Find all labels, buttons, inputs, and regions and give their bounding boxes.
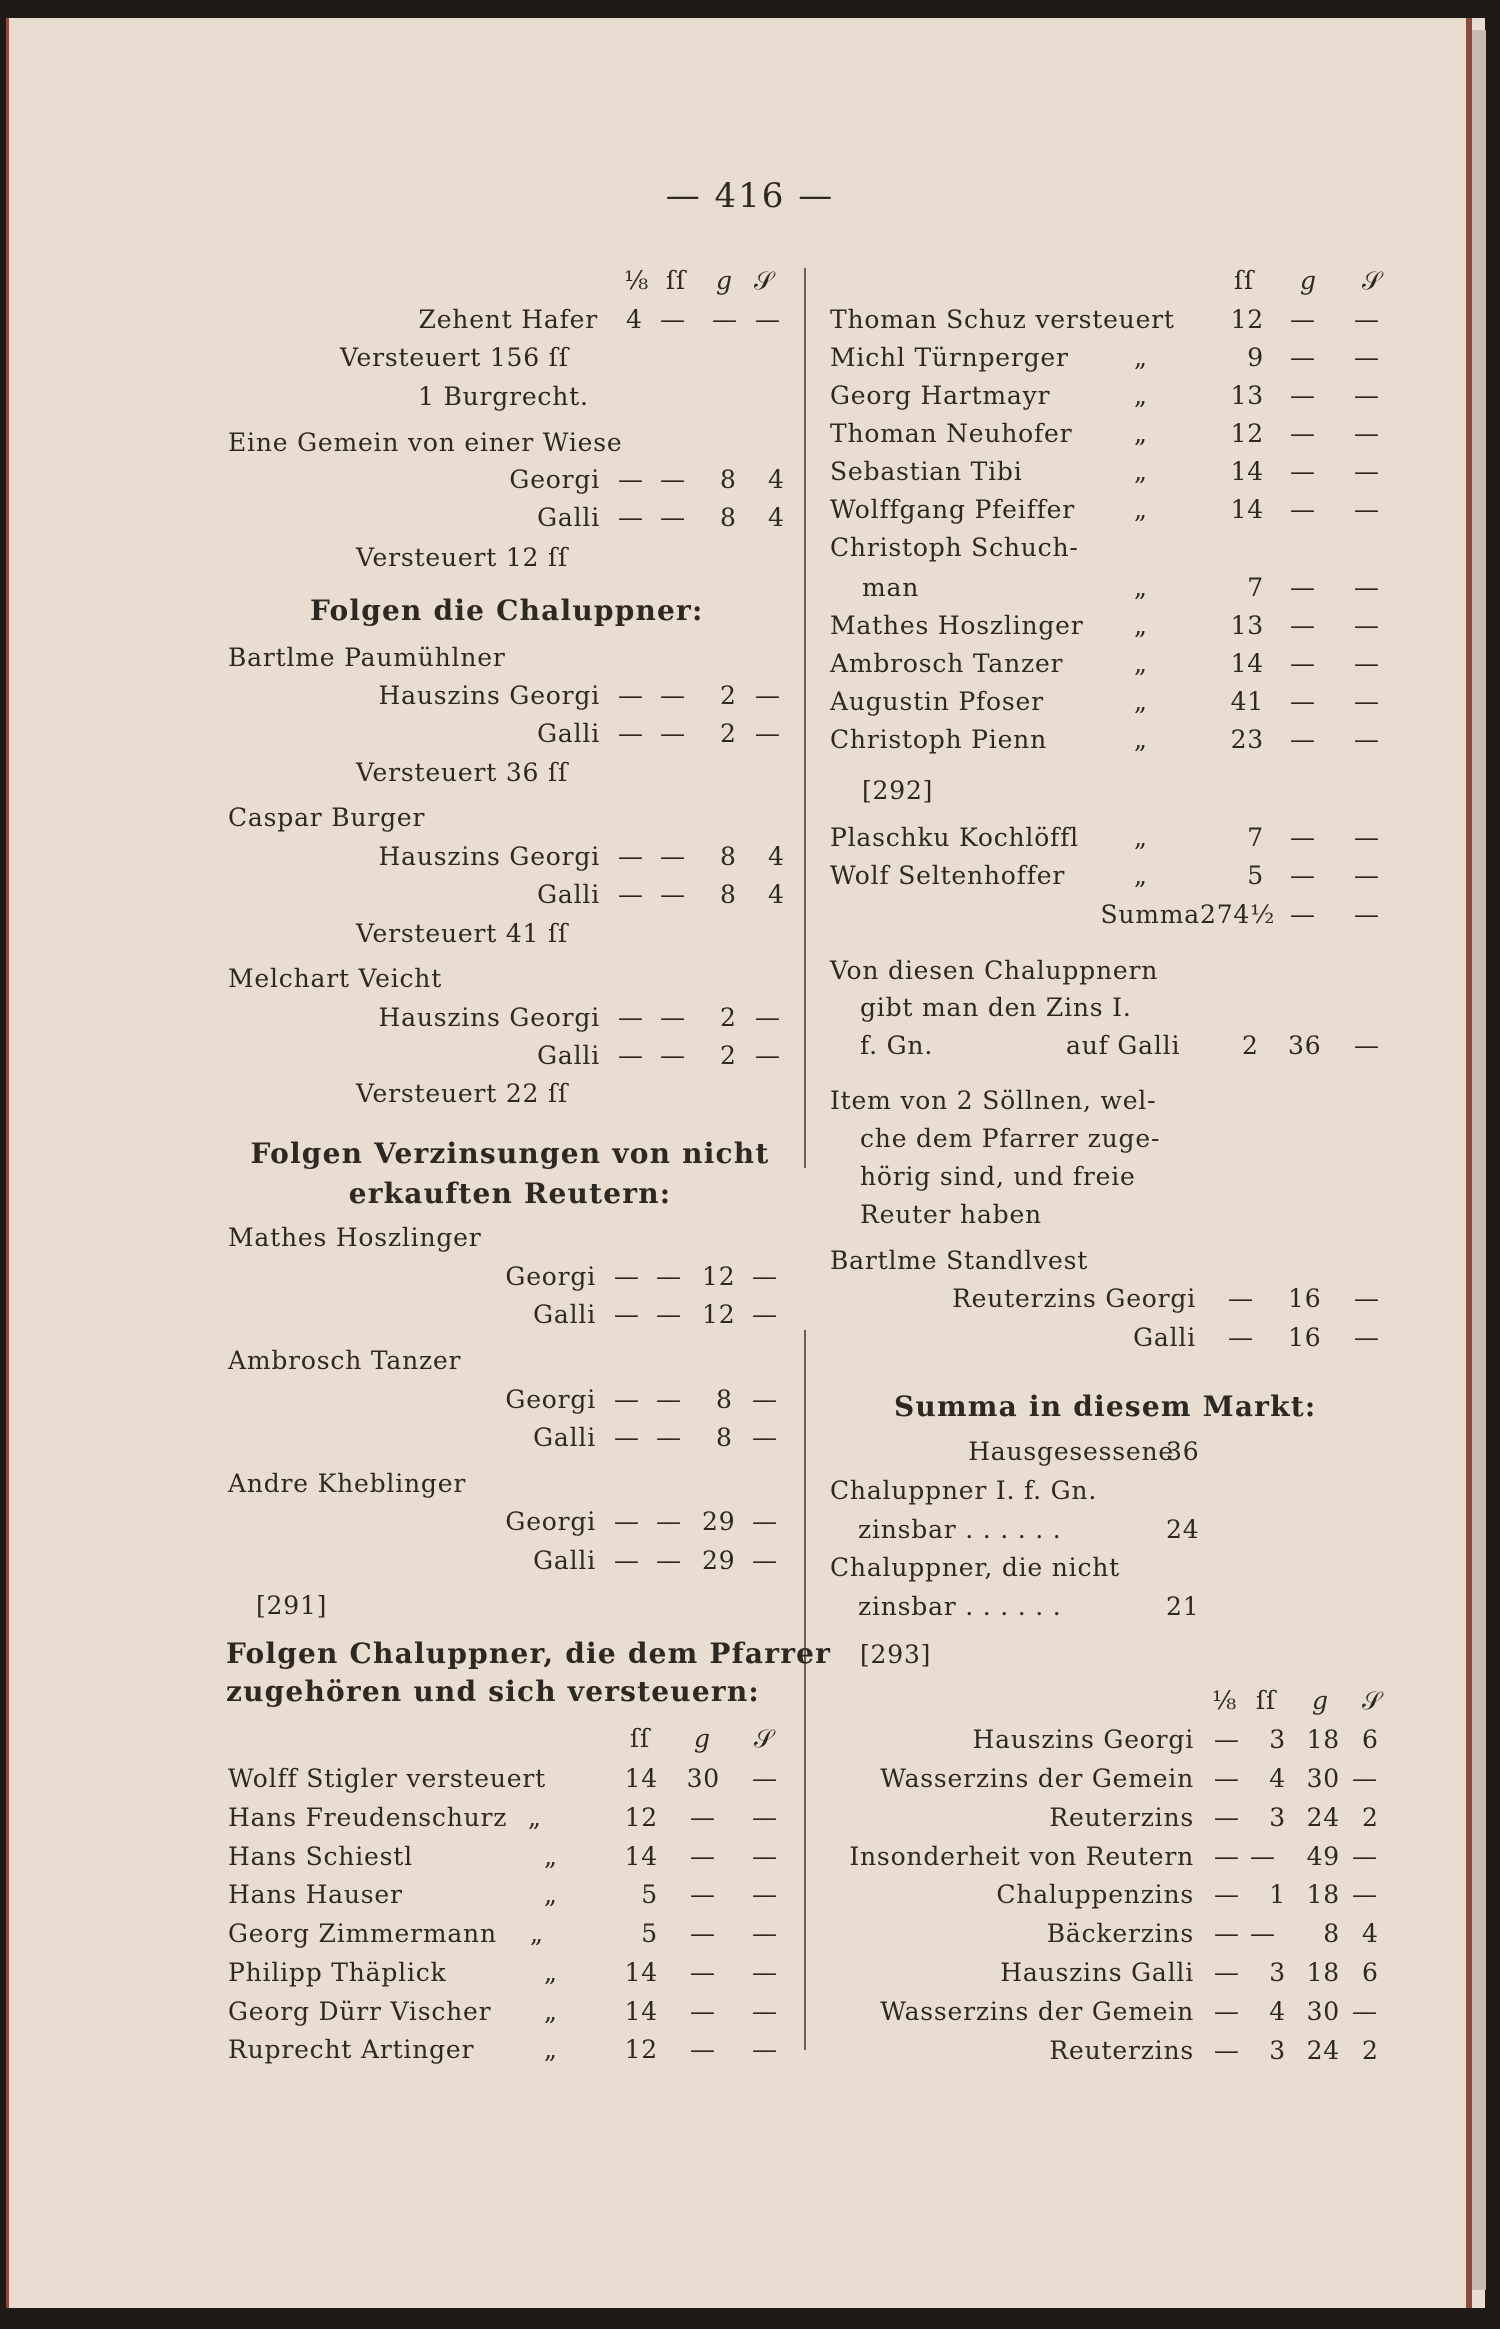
ditto-mark: „ (1134, 725, 1148, 754)
cell: — (656, 1423, 682, 1452)
cell: 14 (624, 1764, 658, 1793)
cell: — (656, 1546, 682, 1575)
col-head-groschen: 𝑔 (716, 266, 733, 295)
cell: 16 (1288, 1284, 1322, 1313)
cell: — (614, 1300, 640, 1329)
cell: — (618, 465, 644, 494)
row-label: Galli (533, 1300, 596, 1329)
row-label: auf Galli (1066, 1031, 1181, 1060)
cell: 3 (1269, 1803, 1286, 1832)
row-label: Reuterzins (1049, 2036, 1194, 2065)
cell: 23 (1230, 725, 1264, 754)
section-heading: Summa in diesem Markt: (894, 1390, 1317, 1423)
cell: — (660, 880, 686, 909)
cell: — (1214, 1958, 1240, 1987)
summary-value: 36 (1166, 1437, 1200, 1466)
cell: — (618, 719, 644, 748)
ditto-mark: „ (1134, 649, 1148, 678)
row-name: Philipp Thäplick (228, 1958, 447, 1987)
col-head-pfennig: 𝒮 (754, 266, 775, 295)
cell: 2 (1362, 1803, 1379, 1832)
ditto-mark: „ (1134, 419, 1148, 448)
cell: — (614, 1385, 640, 1414)
cell: — (755, 305, 781, 334)
cell: — (1354, 573, 1380, 602)
versteuert-line: Versteuert 156 ſſ (340, 343, 569, 372)
ditto-mark: „ (544, 1880, 558, 1909)
cell: — (1354, 419, 1380, 448)
cell: — (1290, 900, 1316, 929)
cell: — (1290, 823, 1316, 852)
person-name: Bartlme Standlvest (830, 1246, 1089, 1275)
cell: 4 (1362, 1919, 1379, 1948)
cell: — (1290, 457, 1316, 486)
row-label: Georgi (509, 465, 600, 494)
cell: 12 (1230, 419, 1264, 448)
column-divider-bottom (804, 1330, 806, 2050)
versteuert-line: Versteuert 41 ſſ (356, 919, 569, 948)
cell: 4 (768, 465, 785, 494)
cell: — (752, 1385, 778, 1414)
cell: 6 (1362, 1958, 1379, 1987)
cell: — (752, 1423, 778, 1452)
cell: — (690, 2035, 716, 2064)
cell: 5 (641, 1880, 658, 1909)
row-label: Hauszins Georgi (378, 1003, 600, 1032)
ditto-mark: „ (1134, 611, 1148, 640)
ditto-mark: „ (1134, 687, 1148, 716)
cell: 30 (1306, 1997, 1340, 2026)
cell: — (1354, 1031, 1380, 1060)
row-name: Thoman Neuhofer (830, 419, 1073, 448)
col-head-eighth: ⅛ (624, 266, 650, 295)
row-name: Christoph Pienn (830, 725, 1047, 754)
row-label: Insonderheit von Reutern (849, 1842, 1194, 1871)
row-name: Ambrosch Tanzer (830, 649, 1064, 678)
cell: — (1290, 611, 1316, 640)
row-name: Georg Hartmayr (830, 381, 1051, 410)
cell: 4 (768, 503, 785, 532)
summary-label: zinsbar . . . . . . (858, 1592, 1062, 1621)
page-number: — 416 — (665, 176, 835, 216)
person-name: Bartlme Paumühlner (228, 643, 506, 672)
cell: — (660, 681, 686, 710)
person-name: Melchart Veicht (228, 964, 443, 993)
row-label: Georgi (505, 1385, 596, 1414)
cell: — (1354, 495, 1380, 524)
cell: 3 (1269, 1958, 1286, 1987)
row-name: Hans Freudenschurz (228, 1803, 508, 1832)
row-label: Galli (533, 1546, 596, 1575)
cell: 8 (716, 1423, 733, 1452)
ditto-mark: „ (544, 2035, 558, 2064)
cell: — (1290, 687, 1316, 716)
col-head-pfennig: 𝒮 (1362, 1686, 1383, 1715)
text-line: gibt man den Zins I. (860, 993, 1132, 1022)
ditto-mark: „ (1134, 343, 1148, 372)
person-name: Mathes Hoszlinger (228, 1223, 482, 1252)
cell: 2 (720, 1041, 737, 1070)
text-line: Item von 2 Söllnen, wel- (830, 1086, 1157, 1115)
ditto-mark: „ (1134, 457, 1148, 486)
cell: 49 (1306, 1842, 1340, 1871)
page-reference: [292] (862, 776, 934, 805)
row-label: Georgi (505, 1507, 596, 1536)
cell: 5 (641, 1919, 658, 1948)
row-name: Thoman Schuz versteuert (830, 305, 1175, 334)
cell: — (752, 1803, 778, 1832)
col-head-gulden: ſſ (630, 1724, 651, 1753)
row-label: Bäckerzins (1046, 1919, 1194, 1948)
summa-value: 274½ (1200, 900, 1276, 929)
row-label: Wasserzins der Gemein (880, 1997, 1194, 2026)
cell: 4 (626, 305, 643, 334)
cell: — (690, 1958, 716, 1987)
cell: 14 (624, 1997, 658, 2026)
cell: 36 (1288, 1031, 1322, 1060)
col-head-pfennig: 𝒮 (754, 1724, 775, 1753)
cell: 30 (686, 1764, 720, 1793)
next-page-edge (1472, 30, 1486, 2290)
versteuert-line: Versteuert 12 ſſ (356, 543, 569, 572)
cell: — (1228, 1284, 1254, 1313)
cell: 12 (702, 1262, 736, 1291)
cell: — (1214, 1997, 1240, 2026)
cell: 29 (702, 1507, 736, 1536)
versteuert-line: Versteuert 36 ſſ (356, 758, 569, 787)
cell: — (755, 1041, 781, 1070)
versteuert-line: Versteuert 22 ſſ (356, 1079, 569, 1108)
col-head-pfennig: 𝒮 (1362, 266, 1383, 295)
summary-label: zinsbar . . . . . . (858, 1515, 1062, 1544)
cell: — (660, 503, 686, 532)
cell: 29 (702, 1546, 736, 1575)
ditto-mark: „ (1134, 573, 1148, 602)
cell: 4 (768, 880, 785, 909)
cell: 2 (1242, 1031, 1259, 1060)
col-head-groschen: 𝑔 (1312, 1686, 1329, 1715)
cell: 12 (624, 2035, 658, 2064)
section-heading: Folgen Verzinsungen von nicht (250, 1137, 770, 1170)
cell: 8 (720, 842, 737, 871)
col-head-gulden: ſſ (666, 266, 687, 295)
text-line: Von diesen Chaluppnern (830, 956, 1159, 985)
ditto-mark: „ (528, 1803, 542, 1832)
cell: — (755, 719, 781, 748)
row-name: man (862, 573, 920, 602)
cell: 3 (1269, 2036, 1286, 2065)
text-line: f. Gn. (860, 1031, 934, 1060)
cell: — (618, 503, 644, 532)
cell: — (1290, 305, 1316, 334)
cell: 6 (1362, 1725, 1379, 1754)
cell: — (1290, 861, 1316, 890)
cell: 12 (702, 1300, 736, 1329)
person-name: Caspar Burger (228, 803, 426, 832)
cell: — (1352, 1764, 1378, 1793)
cell: — (660, 465, 686, 494)
cell: — (1354, 900, 1380, 929)
row-label: Galli (537, 1041, 600, 1070)
col-head-groschen: 𝑔 (1300, 266, 1317, 295)
summary-label: Chaluppner, die nicht (830, 1553, 1121, 1582)
cell: — (1214, 1842, 1240, 1871)
cell: — (1214, 1725, 1240, 1754)
cell: — (1214, 2036, 1240, 2065)
cell: — (1354, 649, 1380, 678)
cell: — (1228, 1323, 1254, 1352)
cell: — (618, 681, 644, 710)
col-head-eighth: ⅛ (1212, 1686, 1238, 1715)
text-line: Eine Gemein von einer Wiese (228, 428, 623, 457)
row-label: Hauszins Georgi (378, 681, 600, 710)
ditto-mark: „ (544, 1842, 558, 1871)
cell: 41 (1230, 687, 1264, 716)
cell: — (752, 1958, 778, 1987)
text-line: che dem Pfarrer zuge- (860, 1124, 1161, 1153)
cell: 14 (1230, 457, 1264, 486)
cell: — (1352, 1880, 1378, 1909)
cell: — (1290, 419, 1316, 448)
cell: — (752, 1880, 778, 1909)
cell: 7 (1247, 823, 1264, 852)
cell: 2 (720, 1003, 737, 1032)
cell: — (614, 1423, 640, 1452)
cell: — (1290, 343, 1316, 372)
ditto-mark: „ (544, 1958, 558, 1987)
cell: 3 (1269, 1725, 1286, 1754)
cell: — (752, 1997, 778, 2026)
text-line: hörig sind, und freie (860, 1162, 1136, 1191)
cell: — (1354, 823, 1380, 852)
cell: 18 (1306, 1958, 1340, 1987)
cell: — (1354, 381, 1380, 410)
cell: — (618, 842, 644, 871)
cell: — (656, 1262, 682, 1291)
cell: — (660, 842, 686, 871)
row-name: Augustin Pfoser (830, 687, 1044, 716)
row-label: Reuterzins Georgi (952, 1284, 1196, 1313)
cell: 12 (624, 1803, 658, 1832)
cell: — (1290, 649, 1316, 678)
cell: 14 (1230, 495, 1264, 524)
cell: 24 (1306, 2036, 1340, 2065)
cell: — (752, 1507, 778, 1536)
cell: — (1354, 1323, 1380, 1352)
column-divider-top (804, 268, 806, 1168)
cell: 9 (1247, 343, 1264, 372)
summa-label: Summa (1100, 900, 1200, 929)
cell: — (752, 1546, 778, 1575)
cell: — (1354, 343, 1380, 372)
cell: 14 (624, 1842, 658, 1871)
page-reference: [293] (860, 1640, 932, 1669)
cell: — (1214, 1803, 1240, 1832)
cell: 30 (1306, 1764, 1340, 1793)
cell: 1 (1269, 1880, 1286, 1909)
cell: 4 (1269, 1764, 1286, 1793)
summary-label: Chaluppner I. f. Gn. (830, 1476, 1098, 1505)
row-label: Galli (537, 719, 600, 748)
col-head-gulden: ſſ (1256, 1686, 1277, 1715)
row-name: Wolff Stigler versteuert (228, 1764, 546, 1793)
cell: — (755, 1003, 781, 1032)
row-label: Reuterzins (1049, 1803, 1194, 1832)
cell: — (1250, 1842, 1276, 1871)
cell: — (752, 1300, 778, 1329)
cell: — (1354, 305, 1380, 334)
cell: — (712, 305, 738, 334)
cell: — (618, 1003, 644, 1032)
row-name: Christoph Schuch- (830, 533, 1079, 562)
cell: 8 (716, 1385, 733, 1414)
cell: 8 (720, 503, 737, 532)
row-label: Chaluppenzins (996, 1880, 1194, 1909)
cell: — (1290, 573, 1316, 602)
row-label: Galli (537, 503, 600, 532)
cell: 4 (1269, 1997, 1286, 2026)
cell: — (660, 1003, 686, 1032)
cell: — (614, 1546, 640, 1575)
row-name: Michl Türnperger (830, 343, 1069, 372)
row-label: Georgi (505, 1262, 596, 1291)
cell: — (690, 1997, 716, 2026)
cell: — (755, 681, 781, 710)
cell: — (656, 1507, 682, 1536)
cell: — (1352, 1842, 1378, 1871)
cell: — (752, 1262, 778, 1291)
cell: — (1354, 725, 1380, 754)
ditto-mark: „ (1134, 861, 1148, 890)
zehent-label: Zehent Hafer (418, 305, 598, 334)
row-label: Galli (1133, 1323, 1196, 1352)
cell: — (618, 1041, 644, 1070)
row-name: Hans Schiestl (228, 1842, 413, 1871)
ditto-mark: „ (1134, 495, 1148, 524)
cell: — (752, 1764, 778, 1793)
cell: — (656, 1385, 682, 1414)
cell: 4 (768, 842, 785, 871)
burgrecht-line: 1 Burgrecht. (418, 382, 589, 411)
summary-label: Hausgesessene (968, 1437, 1174, 1466)
cell: — (1214, 1764, 1240, 1793)
section-heading: zugehören und sich versteuern: (226, 1675, 760, 1708)
cell: 8 (720, 465, 737, 494)
cell: — (1214, 1880, 1240, 1909)
ditto-mark: „ (1134, 381, 1148, 410)
cell: 13 (1230, 381, 1264, 410)
cell: 8 (720, 880, 737, 909)
section-heading: erkauften Reutern: (348, 1177, 672, 1210)
cell: — (1354, 1284, 1380, 1313)
row-name: Hans Hauser (228, 1880, 403, 1909)
row-name: Ruprecht Artinger (228, 2035, 475, 2064)
cell: — (752, 1842, 778, 1871)
cell: 2 (1362, 2036, 1379, 2065)
row-label: Wasserzins der Gemein (880, 1764, 1194, 1793)
section-heading: Folgen die Chaluppner: (310, 594, 704, 627)
cell: — (1354, 457, 1380, 486)
cell: — (656, 1300, 682, 1329)
cell: — (1290, 381, 1316, 410)
cell: — (1290, 495, 1316, 524)
cell: — (690, 1842, 716, 1871)
cell: — (690, 1919, 716, 1948)
cell: — (660, 305, 686, 334)
cell: — (1354, 611, 1380, 640)
cell: 18 (1306, 1880, 1340, 1909)
cell: — (660, 719, 686, 748)
cell: — (752, 1919, 778, 1948)
page-reference: [291] (256, 1591, 328, 1620)
row-name: Wolf Seltenhoffer (830, 861, 1066, 890)
cell: 14 (624, 1958, 658, 1987)
row-label: Hauszins Georgi (972, 1725, 1194, 1754)
cell: 18 (1306, 1725, 1340, 1754)
row-name: Georg Dürr Vischer (228, 1997, 492, 2026)
cell: — (1290, 725, 1316, 754)
row-name: Mathes Hoszlinger (830, 611, 1084, 640)
row-name: Georg Zimmermann (228, 1919, 497, 1948)
cell: — (660, 1041, 686, 1070)
cell: 2 (720, 719, 737, 748)
cell: 16 (1288, 1323, 1322, 1352)
cell: 8 (1323, 1919, 1340, 1948)
cell: 12 (1230, 305, 1264, 334)
cell: — (1354, 861, 1380, 890)
cell: 7 (1247, 573, 1264, 602)
cell: 2 (720, 681, 737, 710)
cell: 24 (1306, 1803, 1340, 1832)
col-head-groschen: 𝑔 (694, 1724, 711, 1753)
cell: — (1250, 1919, 1276, 1948)
person-name: Andre Kheblinger (228, 1469, 467, 1498)
cell: — (618, 880, 644, 909)
row-label: Galli (533, 1423, 596, 1452)
ditto-mark: „ (544, 1997, 558, 2026)
ditto-mark: „ (1134, 823, 1148, 852)
cell: 14 (1230, 649, 1264, 678)
col-head-gulden: ſſ (1234, 266, 1255, 295)
summary-value: 24 (1166, 1515, 1200, 1544)
cell: — (690, 1803, 716, 1832)
cell: — (752, 2035, 778, 2064)
cell: — (614, 1507, 640, 1536)
row-name: Sebastian Tibi (830, 457, 1023, 486)
person-name: Ambrosch Tanzer (228, 1346, 462, 1375)
row-label: Galli (537, 880, 600, 909)
cell: 5 (1247, 861, 1264, 890)
section-heading: Folgen Chaluppner, die dem Pfarrer (226, 1637, 832, 1670)
text-line: Reuter haben (860, 1200, 1042, 1229)
row-name: Wolffgang Pfeiffer (830, 495, 1076, 524)
cell: — (1352, 1997, 1378, 2026)
cell: — (1214, 1919, 1240, 1948)
cell: — (614, 1262, 640, 1291)
row-label: Hauszins Galli (1000, 1958, 1194, 1987)
row-label: Hauszins Georgi (378, 842, 600, 871)
ditto-mark: „ (530, 1919, 544, 1948)
cell: 13 (1230, 611, 1264, 640)
cell: — (1354, 687, 1380, 716)
row-name: Plaschku Kochlöffl (830, 823, 1079, 852)
cell: — (690, 1880, 716, 1909)
summary-value: 21 (1166, 1592, 1200, 1621)
